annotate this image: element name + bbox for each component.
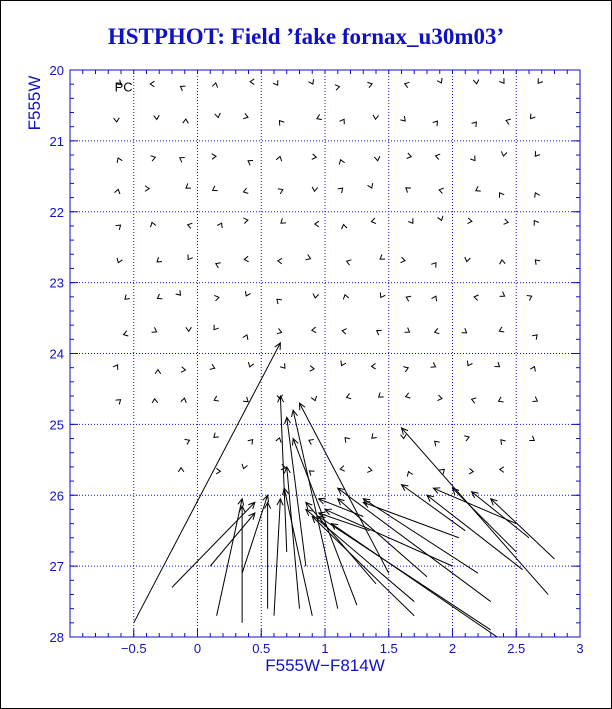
residual-marker <box>373 115 379 119</box>
residual-marker <box>467 361 472 366</box>
residual-marker <box>145 186 149 192</box>
y-tick-label: 25 <box>49 417 64 433</box>
y-tick-label: 28 <box>49 630 64 645</box>
residual-marker <box>276 156 281 161</box>
residual-marker <box>242 464 247 469</box>
vector-line <box>472 492 529 538</box>
residual-marker <box>281 218 286 223</box>
residual-vector <box>134 343 281 623</box>
residual-marker <box>504 219 509 225</box>
vector-line <box>217 499 243 616</box>
x-tick-label: 2.5 <box>507 641 526 656</box>
x-tick-label: 0 <box>193 641 202 656</box>
residual-marker <box>405 82 410 87</box>
residual-vector <box>239 506 245 623</box>
residual-vector <box>306 502 376 584</box>
residual-marker <box>435 328 440 333</box>
residual-marker <box>338 188 343 193</box>
residual-marker <box>243 335 248 340</box>
residual-marker <box>243 218 248 224</box>
residual-marker <box>183 119 189 123</box>
residual-marker <box>315 221 319 227</box>
residual-marker <box>216 263 221 268</box>
residual-marker <box>405 328 410 333</box>
residual-marker <box>535 260 540 265</box>
residual-marker <box>534 221 539 226</box>
y-tick-label: 20 <box>49 63 64 78</box>
residual-marker <box>501 151 507 156</box>
residual-marker <box>379 392 384 397</box>
residual-marker <box>377 330 382 335</box>
residual-marker <box>500 260 506 264</box>
residual-marker <box>117 158 122 163</box>
residual-marker <box>340 466 345 472</box>
y-axis-title: F555W <box>25 75 44 131</box>
residual-marker <box>473 79 479 83</box>
residual-marker <box>532 397 537 402</box>
residual-marker <box>188 223 193 228</box>
residual-marker <box>400 257 405 263</box>
residual-vector <box>491 499 555 559</box>
residual-marker <box>313 293 319 298</box>
residual-vector <box>283 488 313 616</box>
vector-line <box>312 517 414 616</box>
residual-marker <box>125 294 130 299</box>
residual-marker <box>248 440 253 445</box>
residual-vector <box>472 492 529 538</box>
residual-marker <box>312 327 316 333</box>
residual-marker <box>154 115 160 119</box>
residual-marker <box>186 183 191 188</box>
residual-marker <box>499 327 504 332</box>
residual-marker <box>408 218 413 223</box>
residual-marker <box>499 397 504 402</box>
panel-label: PC <box>114 79 133 95</box>
residual-marker <box>476 186 481 191</box>
residual-marker <box>210 364 215 369</box>
residual-marker <box>341 361 346 366</box>
residual-marker <box>535 151 540 156</box>
residual-marker <box>374 156 380 160</box>
residual-marker <box>116 225 121 230</box>
residual-marker <box>248 160 253 165</box>
residual-marker <box>312 187 318 191</box>
residual-marker <box>308 79 313 84</box>
residual-marker <box>214 396 219 401</box>
residual-marker <box>435 441 440 446</box>
y-tick-label: 22 <box>49 204 64 220</box>
residual-marker <box>214 295 219 301</box>
residual-marker <box>188 255 193 260</box>
residual-marker <box>407 153 412 158</box>
residual-marker <box>470 156 475 161</box>
residual-marker <box>530 367 535 372</box>
residual-vector <box>306 509 414 601</box>
residual-marker <box>150 81 154 87</box>
residual-marker <box>529 436 534 441</box>
residual-marker <box>500 467 504 473</box>
residual-marker <box>273 80 278 85</box>
residual-vector <box>331 524 497 637</box>
y-tick-label: 26 <box>49 488 64 504</box>
x-tick-label: 1.5 <box>379 641 398 656</box>
residual-marker <box>310 366 314 372</box>
residual-marker <box>400 116 405 121</box>
residual-marker <box>180 157 185 162</box>
residual-marker <box>469 468 473 474</box>
residual-marker <box>317 114 322 119</box>
residual-vector <box>433 488 516 524</box>
residual-marker <box>180 86 185 91</box>
residual-vector <box>242 495 268 573</box>
residual-marker <box>406 393 411 398</box>
residual-marker <box>250 79 254 85</box>
residual-marker <box>499 78 504 83</box>
residual-marker <box>243 397 248 402</box>
residual-marker <box>472 398 477 403</box>
residual-vector <box>338 488 491 601</box>
residual-marker <box>309 471 314 476</box>
x-tick-label: 1 <box>321 641 329 656</box>
residual-marker <box>500 292 505 297</box>
residual-marker <box>372 433 377 438</box>
y-tick-label: 23 <box>49 275 64 291</box>
residual-marker <box>277 328 282 333</box>
residual-marker <box>186 327 192 331</box>
residual-marker <box>343 295 348 300</box>
x-tick-label: 2 <box>448 641 457 656</box>
vector-line <box>491 499 555 559</box>
residual-marker <box>212 83 218 88</box>
residual-vector <box>217 499 244 616</box>
residual-marker <box>335 85 340 91</box>
residual-marker <box>178 468 184 472</box>
residual-marker <box>124 331 129 336</box>
residual-marker <box>380 254 385 259</box>
residual-marker <box>465 257 471 262</box>
x-tick-label: 0.5 <box>252 641 271 656</box>
residual-marker <box>368 183 373 188</box>
residual-marker <box>276 438 281 443</box>
residual-marker <box>152 327 157 332</box>
residual-marker <box>407 472 412 477</box>
residual-marker <box>151 156 156 161</box>
residual-marker <box>312 154 317 160</box>
residual-marker <box>535 193 540 198</box>
x-axis-title: F555W−F814W <box>265 656 385 675</box>
residual-marker <box>345 438 350 443</box>
vector-line <box>331 524 497 637</box>
residual-marker <box>113 365 118 370</box>
residual-marker <box>280 363 285 368</box>
residual-marker <box>438 216 443 221</box>
residual-marker <box>309 440 314 445</box>
residual-marker <box>243 188 248 193</box>
residual-marker <box>437 395 442 401</box>
vector-line <box>338 488 491 601</box>
residual-marker <box>462 328 467 333</box>
residual-marker <box>248 362 253 367</box>
residual-marker <box>181 398 187 403</box>
residual-marker <box>464 436 469 441</box>
y-tick-label: 27 <box>49 559 64 575</box>
data-layer <box>113 78 555 637</box>
residual-marker <box>217 223 222 228</box>
residual-marker <box>342 329 346 335</box>
residual-marker <box>538 78 543 83</box>
residual-marker <box>406 296 411 301</box>
residual-marker <box>403 367 408 372</box>
residual-marker <box>212 154 216 160</box>
x-tick-label: 3 <box>576 641 584 656</box>
residual-marker <box>532 335 537 340</box>
residual-marker <box>495 362 500 367</box>
residual-vector <box>285 417 306 566</box>
residual-marker <box>342 225 348 230</box>
residual-marker <box>431 362 436 367</box>
residual-marker <box>432 296 437 301</box>
residual-marker <box>467 218 471 224</box>
residual-marker <box>531 114 536 119</box>
residual-vector <box>265 502 271 608</box>
residual-marker <box>339 160 344 165</box>
residual-marker <box>311 396 316 401</box>
vector-line <box>210 513 255 566</box>
residual-marker <box>474 295 479 301</box>
residual-marker <box>155 370 161 374</box>
vector-line <box>134 343 281 623</box>
vector-line <box>306 509 414 601</box>
residual-marker <box>151 222 156 227</box>
residual-marker <box>244 256 248 262</box>
residual-marker <box>380 292 385 297</box>
residual-vector <box>312 517 414 616</box>
residual-marker <box>157 294 162 299</box>
residual-marker <box>279 121 284 126</box>
residual-vector <box>210 513 255 566</box>
vector-line <box>242 495 268 573</box>
residual-marker <box>214 433 219 438</box>
residual-marker <box>243 113 248 118</box>
residual-marker <box>215 113 221 118</box>
tick-layer <box>50 63 584 656</box>
residual-marker <box>401 434 407 438</box>
residual-vector <box>402 428 549 595</box>
residual-marker <box>114 118 120 122</box>
residual-marker <box>278 258 282 264</box>
residual-vector <box>274 499 283 616</box>
residual-marker <box>306 255 311 260</box>
residual-marker <box>157 257 162 262</box>
residual-marker <box>181 367 185 373</box>
chart-title: HSTPHOT: Field ’fake fornax_u30m03’ <box>107 24 505 49</box>
residual-marker <box>278 189 283 194</box>
residual-marker <box>347 260 352 265</box>
residual-marker <box>527 296 532 301</box>
residual-marker <box>371 363 375 369</box>
residual-marker <box>433 121 438 126</box>
vector-line <box>402 428 549 595</box>
residual-marker <box>114 189 119 194</box>
residual-marker <box>367 467 372 473</box>
residual-marker <box>499 193 504 198</box>
residual-marker <box>277 299 282 304</box>
residual-marker <box>340 119 345 124</box>
residual-marker <box>185 439 190 444</box>
residual-marker <box>406 188 411 193</box>
vector-line <box>287 467 300 609</box>
residual-marker <box>176 290 181 295</box>
residual-marker <box>501 440 506 445</box>
vector-line <box>306 502 376 584</box>
residual-marker <box>506 119 511 124</box>
residual-marker <box>371 218 376 224</box>
residual-marker <box>346 393 351 398</box>
residual-marker <box>214 325 219 330</box>
residual-marker <box>437 78 442 83</box>
residual-marker <box>431 263 436 268</box>
residual-marker <box>245 291 250 296</box>
residual-marker <box>152 399 158 403</box>
residual-marker <box>116 400 121 405</box>
y-tick-label: 24 <box>49 346 64 362</box>
residual-marker <box>472 122 477 127</box>
residual-marker <box>216 468 220 474</box>
residual-marker <box>435 154 440 159</box>
residual-marker <box>439 188 444 193</box>
vector-line <box>274 499 280 616</box>
residual-marker <box>117 258 122 263</box>
vector-line <box>433 488 516 523</box>
x-tick-label: −0.5 <box>120 641 147 656</box>
residual-marker <box>213 186 218 191</box>
y-tick-label: 21 <box>49 133 64 149</box>
residual-marker <box>367 82 372 87</box>
